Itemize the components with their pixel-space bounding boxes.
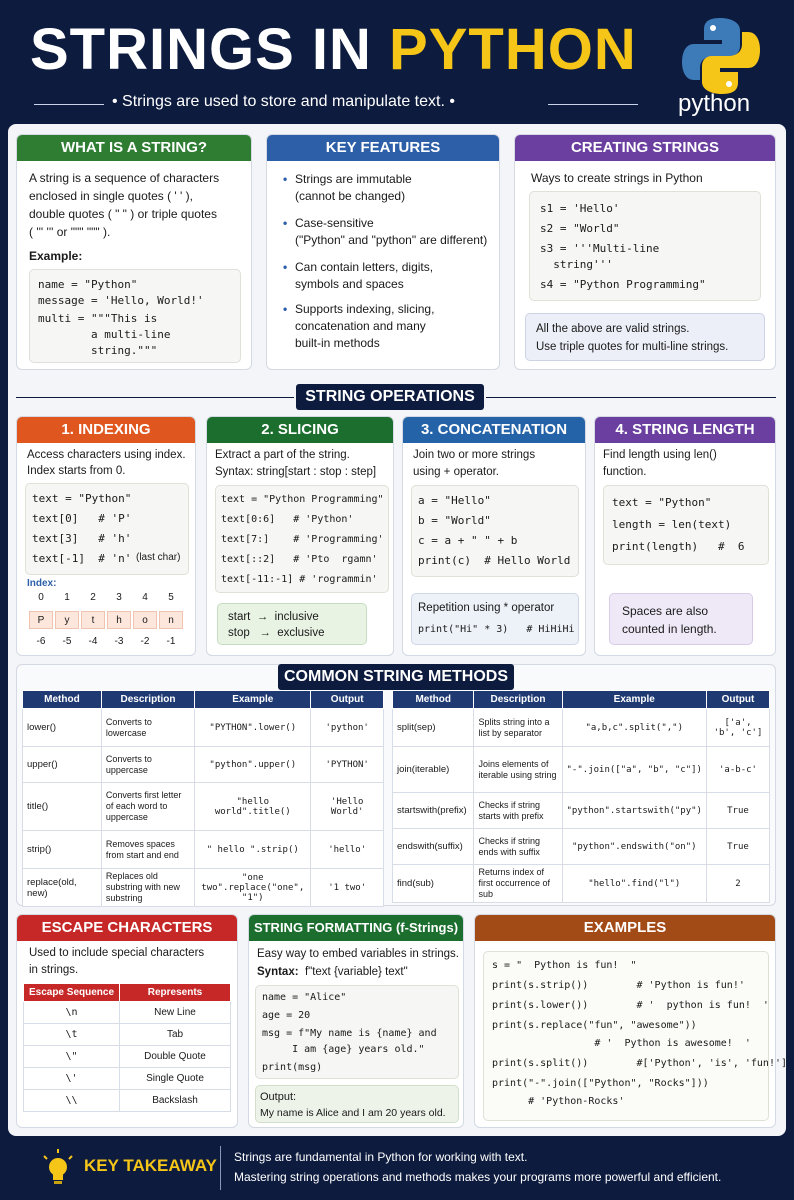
output-cell: '1 two' [311, 869, 384, 907]
slicing-text [215, 447, 376, 481]
index-label: Index: [27, 578, 57, 589]
example-cell: "-".join(["a", "b", "c"]) [562, 747, 706, 793]
code-line: a = "Hello" [418, 494, 491, 507]
code-line: s4 = "Python Programming" [540, 278, 706, 291]
table-row [24, 1046, 231, 1068]
example-cell: "PYTHON".lower() [195, 709, 311, 747]
string-length-card [594, 416, 776, 656]
method-cell: startswith(prefix) [393, 793, 474, 829]
output-cell: 'a-b-c' [706, 747, 769, 793]
index-number: 5 [168, 592, 174, 603]
description-cell: Converts first letter of each word to uppercase [101, 783, 194, 831]
output-cell: True [706, 829, 769, 865]
table-row [393, 793, 770, 829]
creating-strings-card [514, 134, 776, 370]
index-number: -5 [62, 636, 72, 647]
key-features-card [266, 134, 500, 370]
code-line: text[-11:-1] # 'rogrammin' [221, 574, 378, 585]
feature-item [295, 215, 487, 249]
example-cell: "hello".find("l") [562, 865, 706, 903]
creating-intro: Ways to create strings in Python [531, 171, 703, 185]
section-rule-left [16, 397, 294, 398]
repetition-box [411, 593, 579, 645]
code-line: name = "Alice" [262, 992, 347, 1003]
title-part-python: PYTHON [389, 17, 637, 82]
code-line: text = "Python Programming" [221, 494, 384, 505]
code-line: text[::2] # 'Pto rgamn' [221, 554, 378, 565]
takeaway-line: Strings are fundamental in Python for working with text. [234, 1150, 528, 1164]
code-line: print(s.lower()) # ' python is fun! ' [492, 1000, 769, 1011]
code-line: s = " Python is fun! " [492, 960, 637, 971]
code-line: text[3] # 'h' [32, 532, 132, 545]
represents-cell: Tab [120, 1024, 231, 1046]
output-cell: 'Hello World' [311, 783, 384, 831]
code-line: I am {age} years old." [262, 1044, 425, 1055]
length-code-block [603, 485, 769, 565]
creating-code-block [529, 191, 761, 301]
title-part-strings: STRINGS IN [30, 17, 390, 82]
subtitle-text: Strings are used to store and manipulate text. [122, 93, 445, 110]
lightbulb-icon [40, 1148, 76, 1188]
code-line: text[0:6] # 'Python' [221, 514, 354, 525]
string-length-title: 4. STRING LENGTH [595, 417, 775, 443]
syntax-value: f"text {variable} text" [304, 966, 408, 978]
concatenation-card [402, 416, 586, 656]
indexing-text [27, 447, 186, 479]
what-is-string-card [16, 134, 252, 370]
output-cell: 'hello' [311, 831, 384, 869]
key-takeaway-text [234, 1147, 721, 1187]
note-line: Spaces are also [622, 604, 709, 618]
examples-title: EXAMPLES [475, 915, 775, 941]
key-takeaway-label: KEY TAKEAWAY [84, 1156, 217, 1175]
code-line: msg = f"My name is {name} and [262, 1028, 437, 1039]
description-cell: Removes spaces from start and end [101, 831, 194, 869]
concat-text [413, 447, 535, 481]
description-cell: Splits string into a list by separator [474, 709, 562, 747]
code-line: print(c) # Hello World [418, 554, 571, 567]
fstrings-card [248, 914, 464, 1128]
string-methods-heading: COMMON STRING METHODS [278, 664, 514, 690]
escape-sequence-cell: \n [24, 1002, 120, 1024]
concatenation-title: 3. CONCATENATION [403, 417, 585, 443]
footer-divider [220, 1146, 221, 1190]
feature-line: • Strings are immutable [295, 172, 412, 186]
output-cell: True [706, 793, 769, 829]
example-cell: "python".upper() [195, 747, 311, 783]
output-value: My name is Alice and I am 20 years old. [260, 1107, 446, 1119]
what-is-code-block [29, 269, 241, 363]
table-row [393, 829, 770, 865]
method-cell: lower() [23, 709, 102, 747]
example-label: Example: [29, 249, 83, 263]
table-row [393, 865, 770, 903]
index-number: -2 [140, 636, 150, 647]
subtitle-rule-right [548, 104, 638, 105]
table-row [23, 831, 384, 869]
text-line: in strings. [29, 964, 79, 976]
escape-sequence-cell: \\ [24, 1090, 120, 1112]
method-cell: upper() [23, 747, 102, 783]
table-row [23, 709, 384, 747]
code-line: c = a + " " + b [418, 534, 518, 547]
code-line: text = "Python" [32, 492, 132, 505]
indexing-code-block [25, 483, 189, 575]
text-line: using + operator. [413, 466, 499, 478]
repetition-code: print("Hi" * 3) # HiHiHi [418, 624, 575, 635]
index-number: 1 [64, 592, 70, 603]
methods-table-right [392, 690, 770, 903]
method-cell: find(sub) [393, 865, 474, 903]
fstrings-output [255, 1085, 459, 1123]
note-line: stop → exclusive [228, 627, 325, 639]
table-row [24, 1024, 231, 1046]
index-number: 4 [142, 592, 148, 603]
index-number: -1 [166, 636, 176, 647]
text-line: function. [603, 466, 647, 478]
example-cell: "hello world".title() [195, 783, 311, 831]
code-line: s1 = 'Hello' [540, 202, 620, 215]
column-header-output: Output [706, 691, 769, 709]
escape-sequence-cell: \" [24, 1046, 120, 1068]
text-line: Find length using len() [603, 449, 717, 461]
table-row [24, 1002, 231, 1024]
text-line: A string is a sequence of characters [29, 171, 220, 185]
index-grid [25, 589, 189, 651]
what-is-string-text [29, 169, 219, 241]
escape-characters-card [16, 914, 238, 1128]
examples-card [474, 914, 788, 1128]
slicing-code-block [215, 485, 389, 593]
example-cell: " hello ".strip() [195, 831, 311, 869]
code-line: s2 = "World" [540, 222, 620, 235]
index-number: 0 [38, 592, 44, 603]
slicing-title: 2. SLICING [207, 417, 393, 443]
represents-cell: Single Quote [120, 1068, 231, 1090]
index-char: n [159, 611, 183, 629]
column-header-description: Description [474, 691, 562, 709]
escape-table [23, 983, 231, 1112]
text-line: Extract a part of the string. [215, 449, 350, 461]
what-is-string-title: WHAT IS A STRING? [17, 135, 251, 161]
code-line: multi = """This is [38, 312, 158, 325]
output-label: Output: [260, 1091, 297, 1103]
text-line: Join two or more strings [413, 449, 536, 461]
code-note: (last char) [136, 552, 181, 563]
index-number: -3 [114, 636, 124, 647]
feature-line: concatenation and many [295, 319, 426, 333]
method-cell: strip() [23, 831, 102, 869]
output-cell: 'python' [311, 709, 384, 747]
creating-strings-title: CREATING STRINGS [515, 135, 775, 161]
indexing-title: 1. INDEXING [17, 417, 195, 443]
represents-cell: Backslash [120, 1090, 231, 1112]
example-cell: "python".endswith("on") [562, 829, 706, 865]
text-line: enclosed in single quotes ( ' ' ), [29, 189, 194, 203]
code-line: print("-".join(["Python", "Rocks"])) [492, 1078, 709, 1089]
code-line: print(length) # 6 [612, 540, 745, 553]
code-line: a multi-line [38, 328, 171, 341]
syntax-label: Syntax: [257, 966, 299, 978]
code-line: name = "Python" [38, 278, 138, 291]
index-number: 2 [90, 592, 96, 603]
represents-cell: New Line [120, 1002, 231, 1024]
method-cell: title() [23, 783, 102, 831]
header [0, 0, 794, 124]
code-line: print(s.strip()) # 'Python is fun!' [492, 980, 745, 991]
feature-line: • Can contain letters, digits, [295, 260, 434, 274]
code-line: text[0] # 'P' [32, 512, 132, 525]
index-number: -6 [36, 636, 46, 647]
text-line: Access characters using index. [27, 449, 186, 461]
takeaway-line: Mastering string operations and methods makes your programs more powerful and efficient. [234, 1170, 722, 1184]
page-title [30, 16, 637, 83]
description-cell: Checks if string starts with prefix [474, 793, 562, 829]
feature-line: built-in methods [295, 336, 380, 350]
table-row [24, 1068, 231, 1090]
table-row [393, 709, 770, 747]
feature-line: ("Python" and "python" are different) [295, 233, 488, 247]
index-number: 3 [116, 592, 122, 603]
code-line: length = len(text) [612, 518, 732, 531]
text-line: double quotes ( " " ) or triple quotes [29, 207, 217, 221]
column-header-escape: Escape Sequence [24, 984, 120, 1002]
slicing-card [206, 416, 394, 656]
code-line: b = "World" [418, 514, 491, 527]
index-char: h [107, 611, 131, 629]
length-text [603, 447, 717, 481]
escape-sequence-cell: \t [24, 1024, 120, 1046]
slicing-note [217, 603, 367, 645]
subtitle-rule-left [34, 104, 104, 105]
text-line: Index starts from 0. [27, 465, 126, 477]
python-logo-text: python [678, 90, 751, 117]
feature-item [295, 301, 434, 352]
table-row [23, 783, 384, 831]
code-line: print(s.replace("fun", "awesome")) [492, 1020, 697, 1031]
feature-item [295, 171, 412, 205]
column-header-method: Method [393, 691, 474, 709]
indexing-card [16, 416, 196, 656]
column-header-example: Example [195, 691, 311, 709]
concat-code-block [411, 485, 579, 577]
feature-line: symbols and spaces [295, 277, 404, 291]
method-cell: split(sep) [393, 709, 474, 747]
description-cell: Replaces old substring with new substring [101, 869, 194, 907]
example-cell: "python".startswith("py") [562, 793, 706, 829]
represents-cell: Double Quote [120, 1046, 231, 1068]
output-cell: 'PYTHON' [311, 747, 384, 783]
methods-table-left [22, 690, 384, 907]
description-cell: Converts to uppercase [101, 747, 194, 783]
column-header-description: Description [101, 691, 194, 709]
key-features-title: KEY FEATURES [267, 135, 499, 161]
code-line: string.""" [38, 344, 158, 357]
code-line: text[7:] # 'Programming' [221, 534, 384, 545]
method-cell: replace(old, new) [23, 869, 102, 907]
index-char: o [133, 611, 157, 629]
fstrings-syntax [257, 963, 408, 981]
code-line: # ' Python is awesome! ' [492, 1038, 751, 1049]
examples-code-block [483, 951, 788, 1121]
example-cell: "a,b,c".split(",") [562, 709, 706, 747]
repetition-label: Repetition using * operator [418, 602, 555, 614]
column-header-method: Method [23, 691, 102, 709]
code-line: text = "Python" [612, 496, 712, 509]
index-char: t [81, 611, 105, 629]
index-char: P [29, 611, 53, 629]
length-note [609, 593, 753, 645]
code-line: string''' [540, 258, 613, 271]
column-header-output: Output [311, 691, 384, 709]
column-header-represents: Represents [120, 984, 231, 1002]
index-number: -4 [88, 636, 98, 647]
feature-line: (cannot be changed) [295, 189, 406, 203]
key-takeaway-footer [0, 1136, 794, 1200]
description-cell: Returns index of first occurrence of sub [474, 865, 562, 903]
escape-text [29, 945, 204, 979]
code-line: # 'Python-Rocks' [492, 1096, 625, 1107]
string-operations-heading: STRING OPERATIONS [296, 384, 484, 410]
code-line: age = 20 [262, 1010, 311, 1021]
escape-sequence-cell: \' [24, 1068, 120, 1090]
table-row [23, 747, 384, 783]
note-line: start → inclusive [228, 611, 319, 623]
table-row [393, 747, 770, 793]
subtitle: • Strings are used to store and manipulate text. • [112, 93, 455, 110]
description-cell: Checks if string ends with suffix [474, 829, 562, 865]
table-row [24, 1090, 231, 1112]
table-row [23, 869, 384, 907]
code-line: message = 'Hello, World!' [38, 294, 204, 307]
method-cell: join(iterable) [393, 747, 474, 793]
note-line: counted in length. [622, 622, 717, 636]
note-line: Use triple quotes for multi-line strings. [536, 341, 729, 353]
fstrings-text: Easy way to embed variables in strings. [257, 948, 459, 960]
text-line: Syntax: string[start : stop : step] [215, 466, 377, 478]
feature-line: • Case-sensitive [295, 216, 374, 230]
escape-title: ESCAPE CHARACTERS [17, 915, 237, 941]
note-line: All the above are valid strings. [536, 323, 690, 335]
code-line: print(msg) [262, 1062, 323, 1073]
code-line: text[-1] # 'n' [32, 552, 132, 565]
code-line: s3 = '''Multi-line [540, 242, 660, 255]
section-rule-right [486, 397, 776, 398]
code-line: print(s.split()) #['Python', 'is', 'fun!'] [492, 1058, 788, 1069]
feature-line: • Supports indexing, slicing, [295, 302, 435, 316]
feature-item [295, 259, 433, 293]
fstrings-code-block [255, 985, 459, 1079]
column-header-example: Example [562, 691, 706, 709]
example-cell: "one two".replace("one", "1") [195, 869, 311, 907]
description-cell: Joins elements of iterable using string [474, 747, 562, 793]
index-char: y [55, 611, 79, 629]
method-cell: endswith(suffix) [393, 829, 474, 865]
creating-note [525, 313, 765, 361]
output-cell: ['a', 'b', 'c'] [706, 709, 769, 747]
fstrings-title: STRING FORMATTING (f-Strings) [249, 915, 463, 941]
output-cell: 2 [706, 865, 769, 903]
text-line: Used to include special characters [29, 947, 205, 959]
description-cell: Converts to lowercase [101, 709, 194, 747]
text-line: ( ''' ''' or """ """ ). [29, 225, 111, 239]
